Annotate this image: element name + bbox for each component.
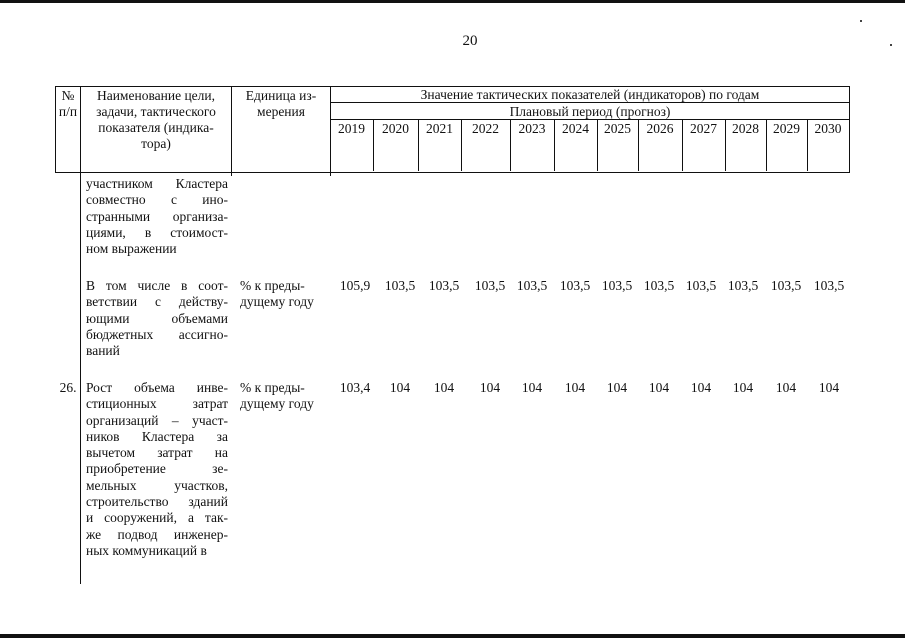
- value-cell: 103,5: [474, 278, 506, 293]
- value-cell: 104: [389, 380, 411, 395]
- value-cell: 103,5: [559, 278, 591, 293]
- year-header-cell: 2024: [562, 121, 589, 136]
- year-column-divider: [461, 119, 462, 171]
- value-cell: 103,5: [685, 278, 717, 293]
- value-cell: 104: [521, 380, 543, 395]
- year-header-cell: 2022: [472, 121, 499, 136]
- header-planned-period: Плановый период (прогноз): [509, 104, 671, 119]
- row-unit: % к преды- дущему году: [240, 380, 314, 412]
- value-cell: 103,5: [643, 278, 675, 293]
- year-header-cell: 2026: [646, 121, 674, 136]
- scan-speck: [860, 20, 862, 22]
- value-cell: 103,5: [727, 278, 759, 293]
- row-unit: % к преды- дущему году: [240, 278, 314, 310]
- header-number-col: № п/п: [58, 88, 78, 119]
- bottom-border: [0, 634, 905, 638]
- header-unit-col: Единица из- мерения: [245, 88, 317, 119]
- value-cell: 104: [606, 380, 628, 395]
- scan-speck: [890, 44, 892, 46]
- year-column-divider: [418, 119, 419, 171]
- year-header-cell: 2019: [338, 121, 365, 136]
- value-cell: 103,5: [428, 278, 460, 293]
- value-cell: 103,4: [339, 380, 371, 395]
- value-cell: 103,5: [601, 278, 633, 293]
- year-column-divider: [597, 119, 598, 171]
- value-cell: 103,5: [384, 278, 416, 293]
- year-column-divider: [766, 119, 767, 171]
- row-name: Рост объема инве- стиционных затрат организаций – участ- ников Кластера за вычетом затрат на приобретение зе- мельных участков, строительство зданий и сооружений, а так- же подвод инженер- ных коммуникаций в: [86, 380, 228, 558]
- value-cell: 104: [433, 380, 455, 395]
- value-cell: 104: [818, 380, 840, 395]
- header-name-col: Наименование цели, задачи, тактического показателя (индика- тора): [96, 88, 216, 151]
- row-name: участником Кластера совместно с ино- странными организа- циями, в стоимост- ном выражении: [86, 176, 228, 257]
- year-header-cell: 2023: [518, 121, 546, 136]
- row-number: 26.: [59, 380, 77, 395]
- year-column-divider: [807, 119, 808, 171]
- page-number: 20: [462, 33, 478, 49]
- year-header-cell: 2025: [604, 121, 631, 136]
- year-column-divider: [554, 119, 555, 171]
- top-border: [0, 0, 905, 3]
- year-column-divider: [373, 119, 374, 171]
- year-header-cell: 2020: [382, 121, 409, 136]
- value-cell: 104: [648, 380, 670, 395]
- value-cell: 103,5: [516, 278, 548, 293]
- year-column-divider: [682, 119, 683, 171]
- value-cell: 104: [775, 380, 797, 395]
- value-cell: 104: [479, 380, 501, 395]
- year-column-divider: [638, 119, 639, 171]
- year-header-cell: 2021: [426, 121, 453, 136]
- year-header-cell: 2030: [814, 121, 842, 136]
- year-column-divider: [725, 119, 726, 171]
- year-header-cell: 2028: [732, 121, 759, 136]
- value-cell: 103,5: [813, 278, 845, 293]
- body-column-divider: [80, 176, 81, 584]
- year-column-divider: [510, 119, 511, 171]
- value-cell: 103,5: [770, 278, 802, 293]
- header-values-title: Значение тактических показателей (индикаторов) по годам: [420, 87, 760, 102]
- value-cell: 104: [690, 380, 712, 395]
- year-header-cell: 2029: [773, 121, 800, 136]
- value-cell: 105,9: [339, 278, 371, 293]
- value-cell: 104: [732, 380, 754, 395]
- row-name: В том числе в соот- ветствии с действу- ющими объемами бюджетных ассигно- ваний: [86, 278, 228, 359]
- value-cell: 104: [564, 380, 586, 395]
- year-header-cell: 2027: [690, 121, 717, 136]
